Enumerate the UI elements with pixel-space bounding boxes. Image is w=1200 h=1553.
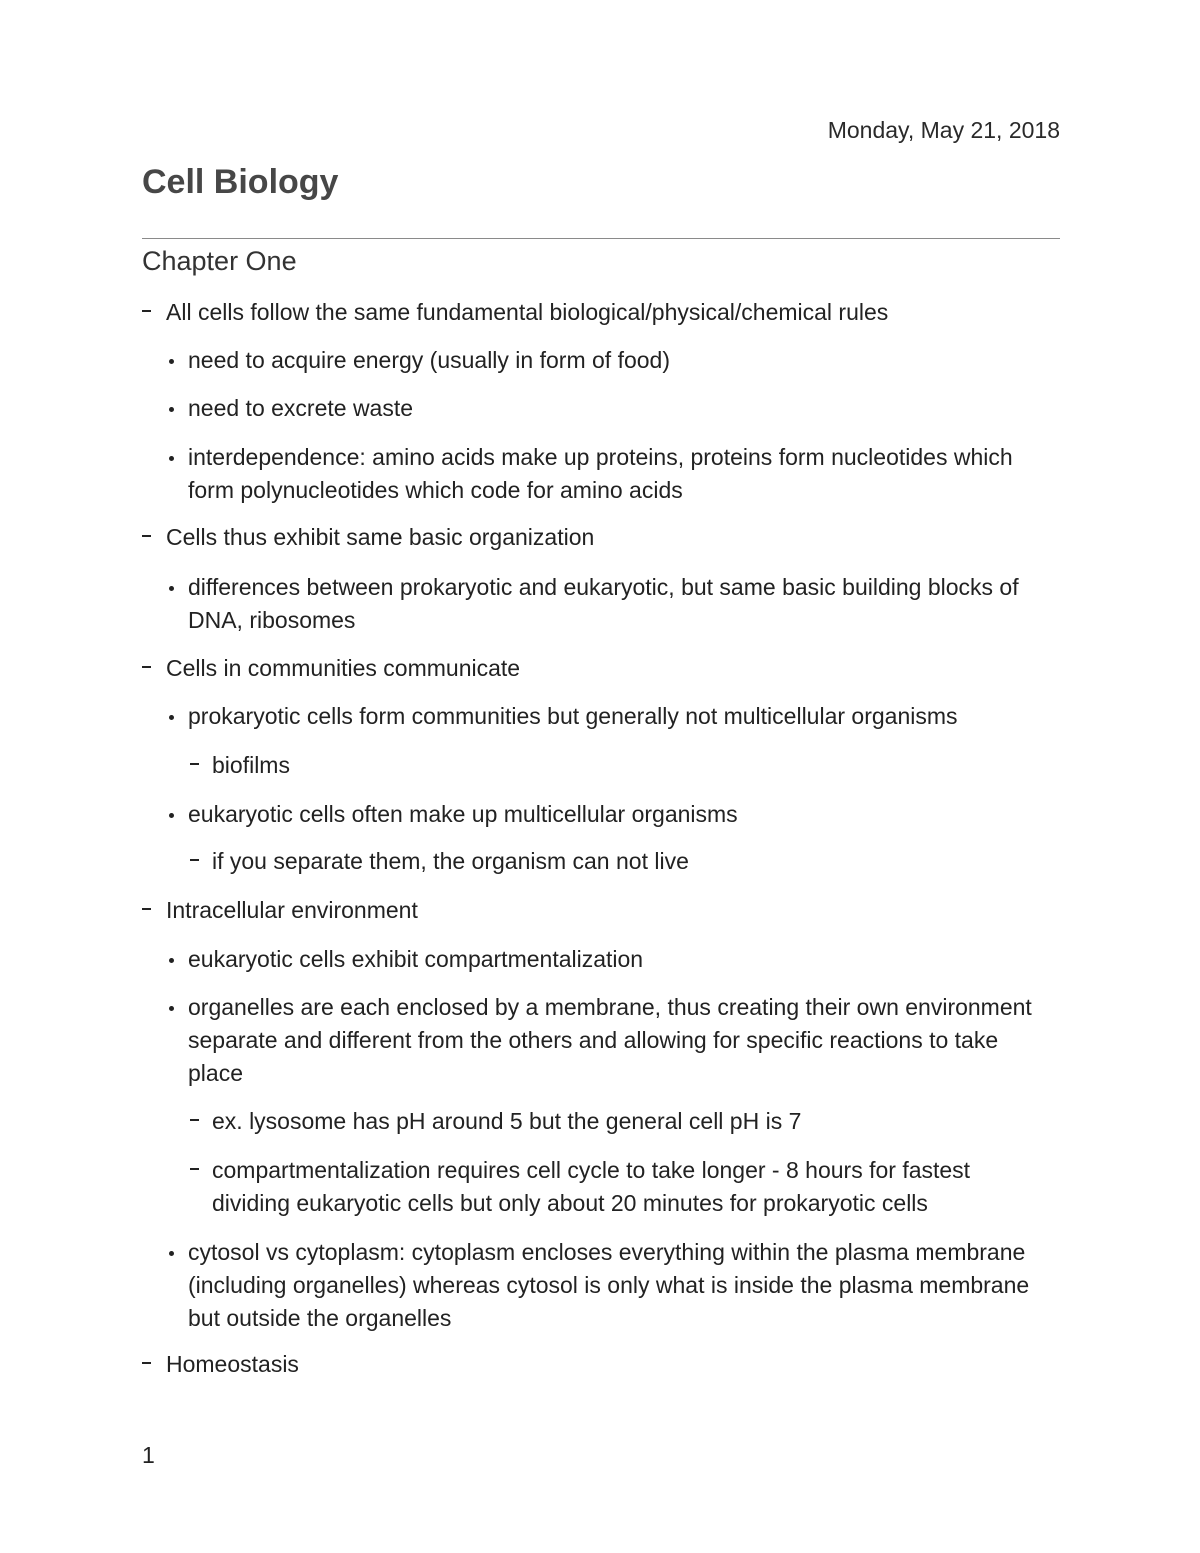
list-item [188,700,958,733]
dash-bullet-icon [142,666,151,668]
dot-bullet-icon [169,1251,174,1256]
dash-bullet-icon [142,908,151,910]
list-item-text: Intracellular environment [166,897,418,923]
list-item-text: compartmentalization requires cell cycle to take longer - 8 hours for fastest [212,1157,971,1183]
dash-bullet-icon [190,859,199,861]
list-item [212,749,290,782]
list-item [212,1105,801,1138]
list-item-text: need to acquire energy (usually in form of food) [188,347,670,373]
list-item [212,845,689,878]
list-item-text: Cells in communities communicate [166,655,521,681]
list-item-text: eukaryotic cells exhibit compartmentalization [188,946,644,972]
list-item [212,1154,970,1220]
list-item-text: differences between prokaryotic and eukaryotic, but same basic building blocks of [188,574,1019,600]
list-item [166,1348,299,1381]
list-item-text: All cells follow the same fundamental biological/physical/chemical rules [166,299,889,325]
list-item [188,991,1032,1090]
dash-bullet-icon [142,1362,151,1364]
dot-bullet-icon [169,456,174,461]
section-heading: Chapter One [142,246,297,276]
list-item-text: biofilms [212,752,290,778]
dot-bullet-icon [169,586,174,591]
page-number: 1 [142,1442,155,1468]
list-item-text: Cells thus exhibit same basic organization [166,524,595,550]
dot-bullet-icon [169,715,174,720]
list-item [166,894,418,927]
list-item-text: form polynucleotides which code for amino acids [188,477,683,503]
dot-bullet-icon [169,407,174,412]
list-item [188,798,738,831]
list-item [188,441,1013,507]
list-item [188,1236,1029,1335]
list-item [166,652,520,685]
list-item-text: interdependence: amino acids make up proteins, proteins form nucleotides which [188,444,1013,470]
page-title: Cell Biology [142,163,339,201]
list-item-text: if you separate them, the organism can not live [212,848,689,874]
document-date: Monday, May 21, 2018 [827,117,1060,143]
list-item [188,571,1019,637]
list-item-text: but outside the organelles [188,1305,452,1331]
list-item-text: (including organelles) whereas cytosol is only what is inside the plasma membrane [188,1272,1030,1298]
title-divider [142,238,1060,239]
dot-bullet-icon [169,1006,174,1011]
dot-bullet-icon [169,359,174,364]
list-item-text: cytosol vs cytoplasm: cytoplasm encloses everything within the plasma membrane [188,1239,1026,1265]
list-item [188,344,670,377]
list-item-text: ex. lysosome has pH around 5 but the general cell pH is 7 [212,1108,802,1134]
dot-bullet-icon [169,958,174,963]
list-item [188,392,413,425]
list-item [166,521,594,554]
list-item-text: need to excrete waste [188,395,414,421]
dot-bullet-icon [169,813,174,818]
list-item-text: dividing eukaryotic cells but only about 20 minutes for prokaryotic cells [212,1190,928,1216]
list-item-text: place [188,1060,243,1086]
dash-bullet-icon [142,535,151,537]
dash-bullet-icon [142,310,151,312]
dash-bullet-icon [190,763,199,765]
list-item-text: DNA, ribosomes [188,607,356,633]
list-item [188,943,643,976]
list-item-text: eukaryotic cells often make up multicellular organisms [188,801,738,827]
list-item [166,296,888,329]
list-item-text: organelles are each enclosed by a membrane, thus creating their own environment [188,994,1032,1020]
list-item-text: prokaryotic cells form communities but generally not multicellular organisms [188,703,958,729]
dash-bullet-icon [190,1168,199,1170]
dash-bullet-icon [190,1119,199,1121]
list-item-text: separate and different from the others and allowing for specific reactions to take [188,1027,999,1053]
list-item-text: Homeostasis [166,1351,299,1377]
